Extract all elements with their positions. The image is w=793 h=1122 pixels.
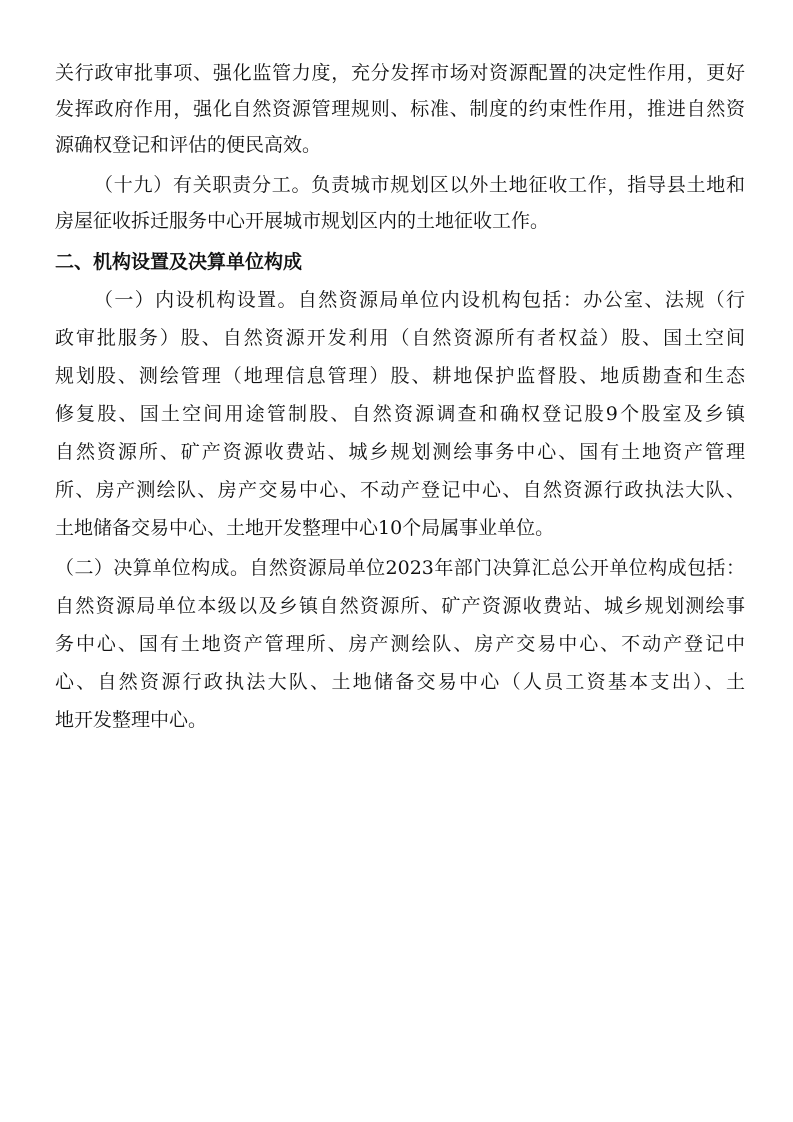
paragraph-2-line-1: （十九）有关职责分工。负责城市规划区以外土地征收工作，指导县土地和 [94, 174, 745, 196]
paragraph-4-line-2: 自然资源局单位本级以及乡镇自然资源所、矿产资源收费站、城乡规划测绘事 [55, 595, 745, 617]
paragraph-3-line-2: 政审批服务）股、自然资源开发利用（自然资源所有者权益）股、国土空间 [55, 327, 745, 349]
paragraph-3-line-4: 修复股、国土空间用途管制股、自然资源调查和确权登记股9个股室及乡镇 [55, 403, 745, 425]
paragraph-4-line-1: （二）决算单位构成。自然资源局单位2023年部门决算汇总公开单位构成包括： [55, 557, 745, 579]
paragraph-4-line-3: 务中心、国有土地资产管理所、房产测绘队、房产交易中心、不动产登记中 [55, 633, 745, 655]
paragraph-1-line-2: 发挥政府作用，强化自然资源管理规则、标准、制度的约束性作用，推进自然资 [55, 98, 745, 120]
paragraph-1-line-1: 关行政审批事项、强化监管力度，充分发挥市场对资源配置的决定性作用，更好 [55, 62, 745, 84]
paragraph-2-line-2: 房屋征收拆迁服务中心开展城市规划区内的土地征收工作。 [55, 210, 550, 232]
paragraph-1-line-3: 源确权登记和评估的便民高效。 [55, 134, 322, 156]
paragraph-3-line-3: 规划股、测绘管理（地理信息管理）股、耕地保护监督股、地质勘查和生态 [55, 365, 745, 387]
section-heading: 二、机构设置及决算单位构成 [55, 251, 303, 273]
paragraph-4-line-4: 心、自然资源行政执法大队、土地储备交易中心（人员工资基本支出）、土 [55, 671, 745, 693]
paragraph-3-line-5: 自然资源所、矿产资源收费站、城乡规划测绘事务中心、国有土地资产管理 [55, 441, 745, 463]
paragraph-3-line-6: 所、房产测绘队、房产交易中心、不动产登记中心、自然资源行政执法大队、 [55, 479, 745, 501]
paragraph-3-line-7: 土地储备交易中心、土地开发整理中心10个局属事业单位。 [55, 517, 555, 539]
paragraph-3-line-1: （一）内设机构设置。自然资源局单位内设机构包括：办公室、法规（行 [94, 289, 745, 311]
paragraph-4-line-5: 地开发整理中心。 [55, 709, 208, 731]
